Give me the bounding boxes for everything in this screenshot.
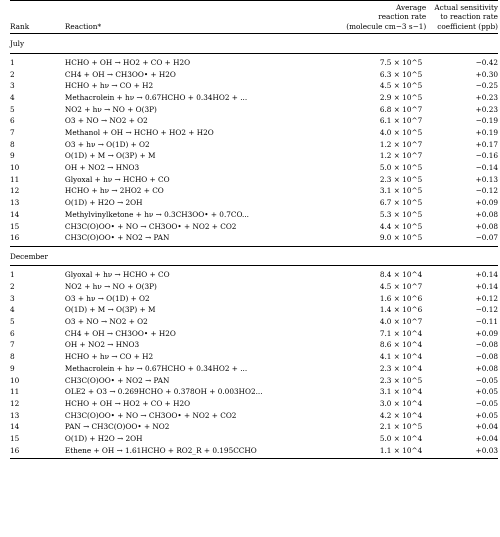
reaction-cell: CH3C(O)OO• + NO2 → PAN [64,375,170,385]
reaction-cell: PAN → CH3C(O)OO• + NO2 [64,422,170,432]
rate-cell: 1.6 × 10^6 [379,293,423,303]
avg-rate-header-line-3: (molecule cm−3 s−1) [346,21,427,31]
avg-rate-header-line-1: Average [395,3,427,12]
rate-cell: 2.9 × 10^5 [379,92,423,102]
table-row [10,79,498,91]
reaction-cell: CH3C(O)OO• + NO → CH3OO• + NO2 + CO2 [64,221,237,231]
rank-cell: 15 [10,221,20,231]
reaction-cell: CH4 + OH → CH3OO• + H2O [64,69,176,79]
table-body [10,34,498,459]
table-row [10,196,498,208]
table-row [10,280,498,292]
sensitivity-cell: +0.09 [475,328,498,338]
reaction-cell: HCHO + hν → 2HO2 + CO [64,186,164,196]
sensitivity-cell: −0.05 [475,398,498,408]
rank-cell: 6 [10,116,15,126]
rate-cell: 6.8 × 10^7 [379,104,423,114]
table-row [10,315,498,327]
column-header-reaction [65,1,313,34]
table-row [10,114,498,126]
reaction-cell: O(1D) + M → O(3P) + M [64,305,156,315]
rank-cell: 5 [10,104,15,114]
rate-cell: 2.1 × 10^5 [379,422,423,432]
sensitivity-cell: −0.05 [475,375,498,385]
rate-cell: 7.5 × 10^5 [379,57,423,67]
rank-cell: 4 [10,305,15,315]
reaction-cell: Methanol + OH → HCHO + HO2 + H2O [64,128,214,138]
table-row [10,266,498,280]
table-row [10,443,498,455]
rank-cell: 12 [10,398,20,408]
sensitivity-cell: +0.23 [475,104,498,114]
table-row [10,326,498,338]
reaction-cell: Methacrolein + hν → 0.67HCHO + 0.34HO2 + ... [64,363,248,373]
reaction-cell: O(1D) + H2O → 2OH [64,198,143,208]
rate-cell: 4.0 × 10^7 [379,317,423,327]
rate-cell: 5.0 × 10^5 [379,163,423,173]
table-row [10,53,498,67]
rate-cell: 7.1 × 10^4 [379,328,423,338]
table-row [10,149,498,161]
rate-cell: 3.1 × 10^5 [379,186,423,196]
rank-cell: 2 [10,69,15,79]
table-row [10,161,498,173]
rate-cell: 4.4 × 10^5 [379,221,423,231]
reaction-cell: Methylvinylketone + hν → 0.3CH3OO• + 0.7CO... [64,209,250,219]
rate-cell: 5.3 × 10^5 [379,209,423,219]
sensitivity-header-line-2: to reaction rate [440,12,498,22]
rank-cell: 8 [10,139,15,149]
sensitivity-cell: −0.42 [475,57,498,67]
sensitivity-cell: −0.07 [475,233,498,243]
sensitivity-cell: +0.04 [475,433,498,443]
rank-cell: 2 [10,282,15,291]
table-row [10,137,498,149]
rank-cell: 9 [10,151,15,161]
table-row [10,208,498,220]
reaction-cell: HCHO + OH → HO2 + CO + H2O [64,398,191,408]
sensitivity-cell: −0.16 [475,151,498,161]
rate-cell: 1.2 × 10^7 [379,151,423,161]
reaction-cell: CH3C(O)OO• + NO → CH3OO• + NO2 + CO2 [64,410,237,420]
rank-cell: 14 [10,209,20,219]
reaction-cell: HCHO + hν → CO + H2 [64,81,154,91]
reaction-cell: Methacrolein + hν → 0.67HCHO + 0.34HO2 + ... [64,92,248,102]
sensitivity-cell: +0.13 [475,174,498,184]
sensitivity-cell: +0.19 [475,128,498,138]
table-row [10,420,498,432]
rank-cell: 8 [10,352,15,362]
reaction-cell: O(1D) + H2O → 2OH [64,433,143,443]
rank-cell: 14 [10,422,20,432]
section-title-row [10,34,498,53]
reaction-cell: O3 + NO → NO2 + O2 [64,116,148,126]
rate-cell: 1.4 × 10^6 [379,305,423,315]
column-header-average-rate [313,1,426,34]
rank-cell: 5 [10,317,15,327]
reaction-cell: O3 + hν → O(1D) + O2 [64,293,150,303]
rank-cell: 16 [10,445,20,455]
rank-cell: 13 [10,198,20,208]
rank-cell: 3 [10,293,15,303]
section-title: December [10,251,48,261]
rate-cell: 4.0 × 10^5 [379,128,423,138]
table-row [10,231,498,243]
rate-cell: 4.5 × 10^7 [379,282,423,291]
reaction-cell: OH + NO2 → HNO3 [64,163,140,173]
rank-cell: 13 [10,410,20,420]
sensitivity-cell: −0.12 [475,305,498,315]
rate-cell: 2.3 × 10^4 [379,363,423,373]
sensitivity-cell: +0.14 [475,282,498,291]
table-row [10,338,498,350]
sensitivity-cell: −0.12 [475,186,498,196]
rate-cell: 4.2 × 10^4 [379,410,423,420]
rate-cell: 2.3 × 10^5 [379,375,423,385]
table-row [10,385,498,397]
table-row [10,432,498,444]
rank-cell: 1 [10,270,15,280]
rate-cell: 1.1 × 10^4 [379,445,423,455]
reaction-cell: OLE2 + O3 → 0.269HCHO + 0.378OH + 0.003HO2... [64,387,263,397]
rank-cell: 15 [10,433,20,443]
reaction-cell: Ethene + OH → 1.61HCHO + RO2_R + 0.195CCHO [64,445,257,455]
table-row [10,291,498,303]
sensitivity-cell: +0.14 [475,270,498,280]
rank-cell: 4 [10,92,15,102]
sensitivity-cell: −0.25 [475,81,498,91]
rate-cell: 6.3 × 10^5 [379,69,423,79]
reaction-cell: HCHO + hν → CO + H2 [64,352,154,362]
sensitivity-cell: +0.12 [475,293,498,303]
sensitivity-cell: +0.03 [475,445,498,455]
reaction-cell: O(1D) + M → O(3P) + M [64,151,156,161]
rank-cell: 16 [10,233,20,243]
table-row [10,408,498,420]
rate-cell: 3.1 × 10^4 [379,387,423,397]
sensitivity-cell: −0.08 [475,352,498,362]
table-row [10,184,498,196]
rank-cell: 1 [10,57,15,67]
sensitivity-cell: −0.08 [475,340,498,350]
table-row [10,373,498,385]
rank-cell: 3 [10,81,15,91]
sensitivity-cell: +0.17 [475,139,498,149]
rank-cell: 10 [10,163,20,173]
rank-header-label: Rank [10,21,30,31]
table-row [10,173,498,185]
column-header-sensitivity [426,1,498,34]
table-row [10,91,498,103]
column-header-rank [10,1,65,34]
sensitivity-cell: +0.09 [475,198,498,208]
rate-cell: 8.4 × 10^4 [379,270,423,280]
rate-cell: 4.1 × 10^4 [379,352,423,362]
table-row [10,303,498,315]
sensitivity-cell: +0.30 [475,69,498,79]
rank-cell: 6 [10,328,15,338]
sensitivity-cell: +0.05 [475,410,498,420]
rank-cell: 9 [10,363,15,373]
rate-cell: 1.2 × 10^7 [379,139,423,149]
table-row [10,102,498,114]
rate-cell: 2.3 × 10^5 [379,174,423,184]
reaction-header-label: Reaction* [64,21,102,31]
sensitivity-cell: −0.11 [475,317,498,327]
reaction-cell: HCHO + OH → HO2 + CO + H2O [64,57,191,67]
reaction-cell: NO2 + hν → NO + O(3P) [64,104,157,114]
reaction-sensitivity-table [10,0,498,459]
sensitivity-cell: +0.04 [475,422,498,432]
sensitivity-header-line-3: coefficient (ppb) [437,21,498,31]
rate-cell: 3.0 × 10^4 [379,398,423,408]
rank-cell: 7 [10,340,15,350]
table-row [10,219,498,231]
sensitivity-cell: +0.08 [475,209,498,219]
reaction-cell: O3 + hν → O(1D) + O2 [64,139,150,149]
rank-cell: 7 [10,128,15,138]
rank-cell: 10 [10,375,20,385]
rate-cell: 6.1 × 10^7 [379,116,423,126]
table-row [10,126,498,138]
rate-cell: 9.0 × 10^5 [379,233,423,243]
reaction-cell: Glyoxal + hν → HCHO + CO [64,270,170,280]
table-row [10,362,498,374]
avg-rate-header-line-2: reaction rate [378,12,427,22]
sensitivity-cell: −0.19 [475,116,498,126]
rank-cell: 11 [10,387,20,397]
table-row [10,350,498,362]
sensitivity-cell: −0.14 [475,163,498,173]
reaction-cell: CH3C(O)OO• + NO2 → PAN [64,233,170,243]
reaction-cell: Glyoxal + hν → HCHO + CO [64,174,170,184]
section-title: July [10,39,25,49]
sensitivity-cell: +0.08 [475,221,498,231]
rate-cell: 8.6 × 10^4 [379,340,423,350]
table-row [10,397,498,409]
rank-cell: 11 [10,174,20,184]
rate-cell: 6.7 × 10^5 [379,198,423,208]
sensitivity-cell: +0.05 [475,387,498,397]
sensitivity-cell: +0.23 [475,92,498,102]
rate-cell: 5.0 × 10^4 [379,433,423,443]
table-row [10,67,498,79]
sensitivity-header-line-1: Actual sensitivity [434,3,498,12]
reaction-cell: CH4 + OH → CH3OO• + H2O [64,328,176,338]
reaction-cell: NO2 + hν → NO + O(3P) [64,282,157,291]
reaction-cell: O3 + NO → NO2 + O2 [64,317,148,327]
rank-cell: 12 [10,186,20,196]
sensitivity-cell: +0.08 [475,363,498,373]
reaction-cell: OH + NO2 → HNO3 [64,340,140,350]
rate-cell: 4.5 × 10^5 [379,81,423,91]
section-title-row [10,246,498,265]
